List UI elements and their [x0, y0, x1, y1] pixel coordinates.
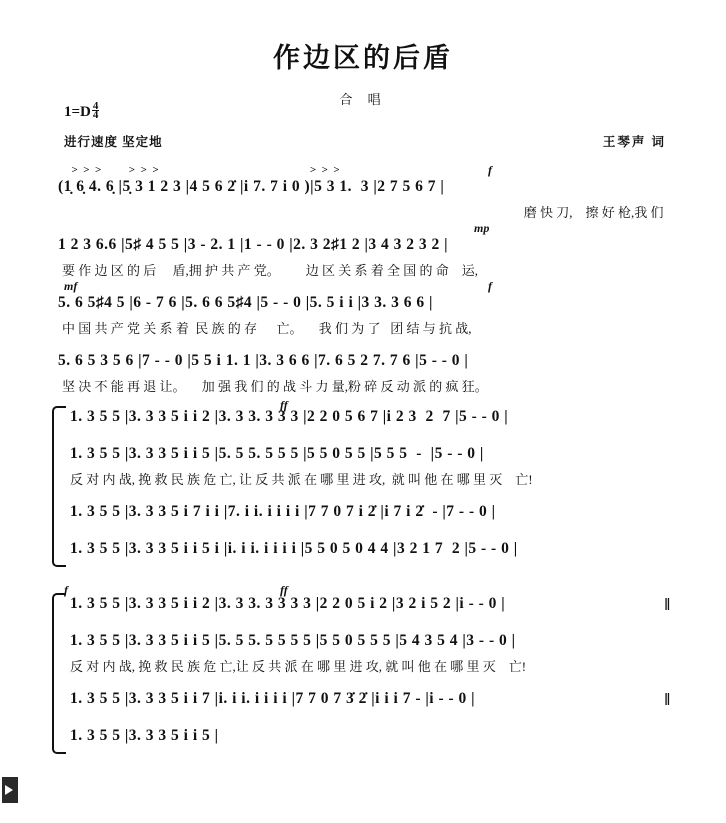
dynamic-ff-g2: ff	[280, 583, 288, 597]
page-title: 作边区的后盾	[273, 43, 453, 73]
notation-voice-soprano: 1. 3 5 5 |3. 3 3 5 i i 2 |3. 3 3. 3 3 3 |2 2 0 5 6 7 |i 2 3 2 7 |5 - - 0 |	[70, 408, 509, 425]
system-4	[58, 338, 668, 396]
dynamic-ff-g1: ff	[280, 398, 288, 412]
accent-marks-1: > > > > > > > > >	[66, 164, 340, 176]
lyricist-credit: 王琴声 词	[602, 135, 666, 149]
lyrics-line-3: 中 国 共 产 党 关 系 着 民 族 的 存 亡。 我 们 为 了 团 结 与 抗 战,	[62, 321, 472, 336]
voice-soprano	[58, 402, 668, 439]
time-signature-numerator: 4	[92, 100, 99, 112]
voice-soprano-2	[58, 589, 668, 626]
voice-bass	[58, 534, 668, 571]
voice-alto-2	[58, 626, 668, 684]
dynamic-f-3: f	[488, 279, 492, 293]
lyrics-line-1: 磨 快 刀, 擦 好 枪,我 们	[358, 205, 664, 220]
lyrics-line-4: 坚 决 不 能 再 退 让。 加 强 我 们 的 战 斗 力 量,粉 碎 反 动 派 的 疯 狂。	[62, 379, 488, 394]
time-signature	[92, 102, 100, 119]
notation-line-2: 1 2 3 6.6 |5♯ 4 5 5 |3 - 2. 1 |1 - - 0 |2. 3 2♯1 2 |3 4 3 2 3 2 |	[58, 236, 449, 253]
final-barline-tenor-2: ‖	[664, 690, 670, 709]
lyrics-voice-alto-2: 反 对 内 战, 挽 救 民 族 危 亡,让 反 共 派 在 哪 里 进 攻, 就 叫 他 在 哪 里 灭 亡!	[70, 659, 527, 674]
dynamic-mp-2: mp	[474, 221, 490, 235]
notation-voice-bass: 1. 3 5 5 |3. 3 3 5 i i 5 i |i. i i. i i i i |5 5 0 5 0 4 4 |3 2 1 7 2 |5 - - 0 |	[70, 540, 518, 557]
header-info	[0, 100, 726, 164]
system-1	[58, 164, 668, 222]
choral-group-1	[58, 398, 668, 571]
key-signature	[64, 102, 99, 121]
notation-line-4: 5. 6 5 3 5 6 |7 - - 0 |5 5 i 1. 1 |3. 3 6 6 |7. 6 5 2 7. 7 6 |5 - - 0 |	[58, 352, 469, 369]
voice-bass-2	[58, 721, 668, 758]
scroll-marker-arrow[interactable]	[2, 777, 18, 803]
notation-line-1: (1̣ 6̣ 4. 6̣ |5̣ 3 1 2 3 |4 5 6 2̇ |i 7. 7 i 0 )|5 3 1. 3 |2 7 5 6 7 |	[58, 178, 445, 195]
final-barline-soprano-2: ‖	[664, 595, 670, 614]
notation-line-3: 5. 6 5♯4 5 |6 - 7 6 |5. 6 6 5♯4 |5 - - 0 |5. 5 i i |3 3. 3 6 6 |	[58, 294, 433, 311]
dynamic-mf-3: mf	[64, 279, 78, 293]
system-2	[58, 222, 668, 280]
time-signature-denominator: 4	[92, 109, 99, 121]
subtitle: 合 唱	[339, 92, 387, 107]
key-signature-text: 1=D	[64, 104, 91, 120]
notation-voice-tenor: 1. 3 5 5 |3. 3 3 5 i 7 i i |7. i i. i i i i |7 7 0 7 i 2̇ |i 7 i 2̇ - |7 - - 0 |	[70, 503, 496, 520]
voice-tenor-2	[58, 684, 668, 721]
dynamic-f-g2: f	[64, 583, 68, 597]
voice-alto	[58, 439, 668, 497]
notation-voice-alto-2: 1. 3 5 5 |3. 3 3 5 i i 5 |5. 5 5. 5 5 5 5 |5 5 0 5 5 5 |5 4 3 5 4 |3 - - 0 |	[70, 632, 516, 649]
dynamic-f-1: f	[488, 163, 492, 177]
notation-voice-tenor-2: 1. 3 5 5 |3. 3 3 5 i i 7 |i. i i. i i i i |7 7 0 7 3̇ 2̇ |i i i 7 - |i - - 0 |	[70, 690, 476, 707]
voice-tenor	[58, 497, 668, 534]
lyrics-line-2: 要 作 边 区 的 后 盾,拥 护 共 产 党。 边 区 关 系 着 全 国 的 命 运,	[62, 263, 479, 278]
notation-voice-bass-2: 1. 3 5 5 |3. 3 3 5 i i 5 |	[70, 727, 219, 744]
lyrics-voice-alto: 反 对 内 战, 挽 救 民 族 危 亡, 让 反 共 派 在 哪 里 进 攻, 就 叫 他 在 哪 里 灭 亡!	[70, 472, 533, 487]
notation-voice-soprano-2: 1. 3 5 5 |3. 3 3 5 i i 2 |3. 3 3. 3 3 3 3 |2 2 0 5 i 2 |3 2 i 5 2 |i - - 0 |	[70, 595, 506, 612]
system-3	[58, 280, 668, 338]
choral-group-2	[58, 583, 670, 758]
notation-voice-alto: 1. 3 5 5 |3. 3 3 5 i i 5 |5. 5 5. 5 5 5 |5 5 0 5 5 |5 5 5 - |5 - - 0 |	[70, 445, 484, 462]
tempo-marking: 进行速度 坚定地	[64, 135, 163, 149]
